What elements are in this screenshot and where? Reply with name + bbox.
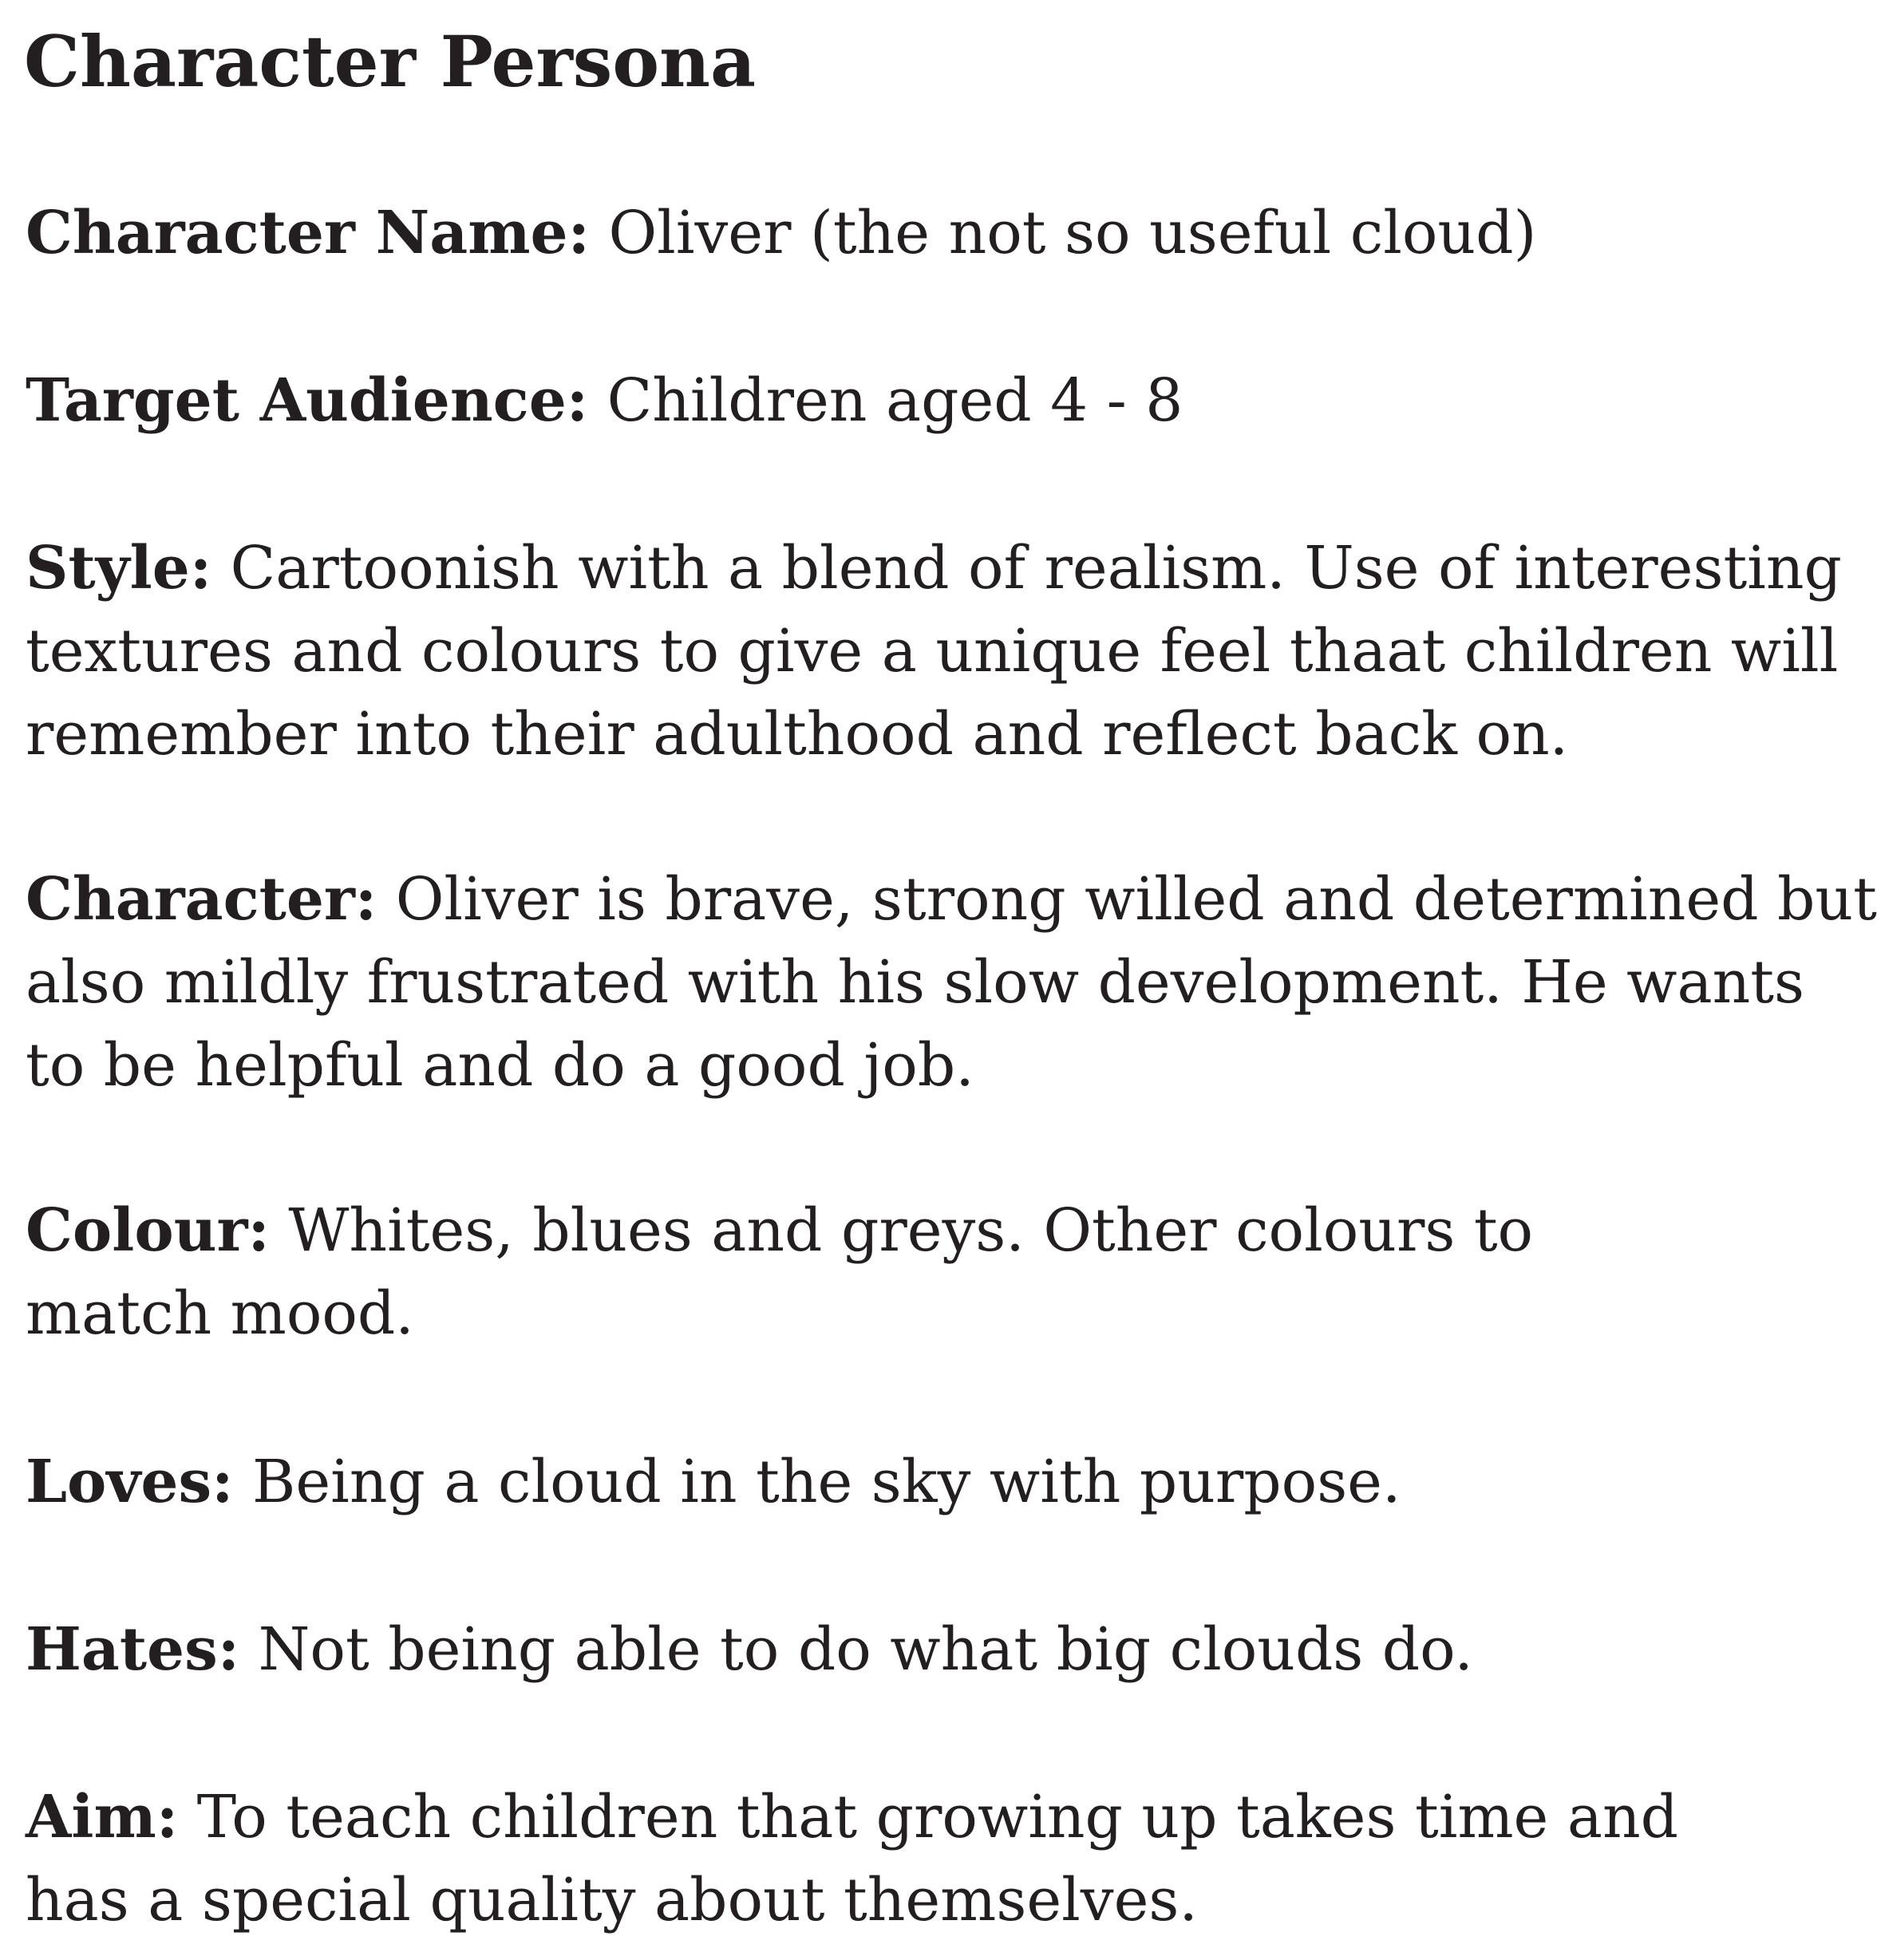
field-target-audience (26, 359, 1183, 442)
field-line (26, 192, 1536, 275)
field-line (26, 1776, 1678, 1859)
field-value: Being a cloud in the sky with purpose. (251, 1448, 1401, 1516)
field-value: Not being able to do what big clouds do. (258, 1615, 1473, 1684)
field-value: Whites, blues and greys. Other colours to (288, 1196, 1534, 1265)
field-label: Target Audience: (26, 366, 589, 435)
field-value: Oliver is brave, strong willed and determined but (395, 865, 1877, 934)
field-line: also mildly frustrated with his slow development. He wants (26, 948, 1804, 1017)
field-character-name (26, 192, 1536, 275)
field-label: Character Name: (26, 199, 590, 267)
page-title: Character Persona (24, 20, 757, 103)
field-value: To teach children that growing up takes time and (196, 1783, 1679, 1851)
field-line: to be helpful and do a good job. (26, 1031, 974, 1100)
field-line (26, 527, 1842, 610)
field-label: Character: (26, 865, 377, 934)
field-line: has a special quality about themselves. (26, 1866, 1198, 1934)
field-label: Colour: (26, 1196, 270, 1265)
field-value: Children aged 4 - 8 (607, 366, 1183, 435)
field-value: Oliver (the not so useful cloud) (608, 199, 1537, 267)
field-line (26, 1189, 1533, 1272)
field-label: Style: (26, 534, 212, 603)
field-colour (26, 1189, 1533, 1355)
field-line (26, 1608, 1473, 1691)
field-loves (26, 1440, 1401, 1523)
field-line (26, 359, 1183, 442)
field-line: textures and colours to give a unique feel thaat children will (26, 617, 1839, 686)
field-label: Hates: (26, 1615, 240, 1684)
field-value: Cartoonish with a blend of realism. Use of interesting (230, 534, 1842, 603)
field-hates (26, 1608, 1473, 1691)
field-line (26, 858, 1877, 941)
field-character (26, 858, 1877, 1107)
field-aim (26, 1776, 1678, 1942)
field-label: Loves: (26, 1448, 234, 1516)
field-style (26, 527, 1842, 776)
field-line: match mood. (26, 1279, 414, 1348)
field-line: remember into their adulthood and reflect back on. (26, 700, 1569, 769)
field-label: Aim: (26, 1783, 179, 1851)
field-line (26, 1440, 1401, 1523)
